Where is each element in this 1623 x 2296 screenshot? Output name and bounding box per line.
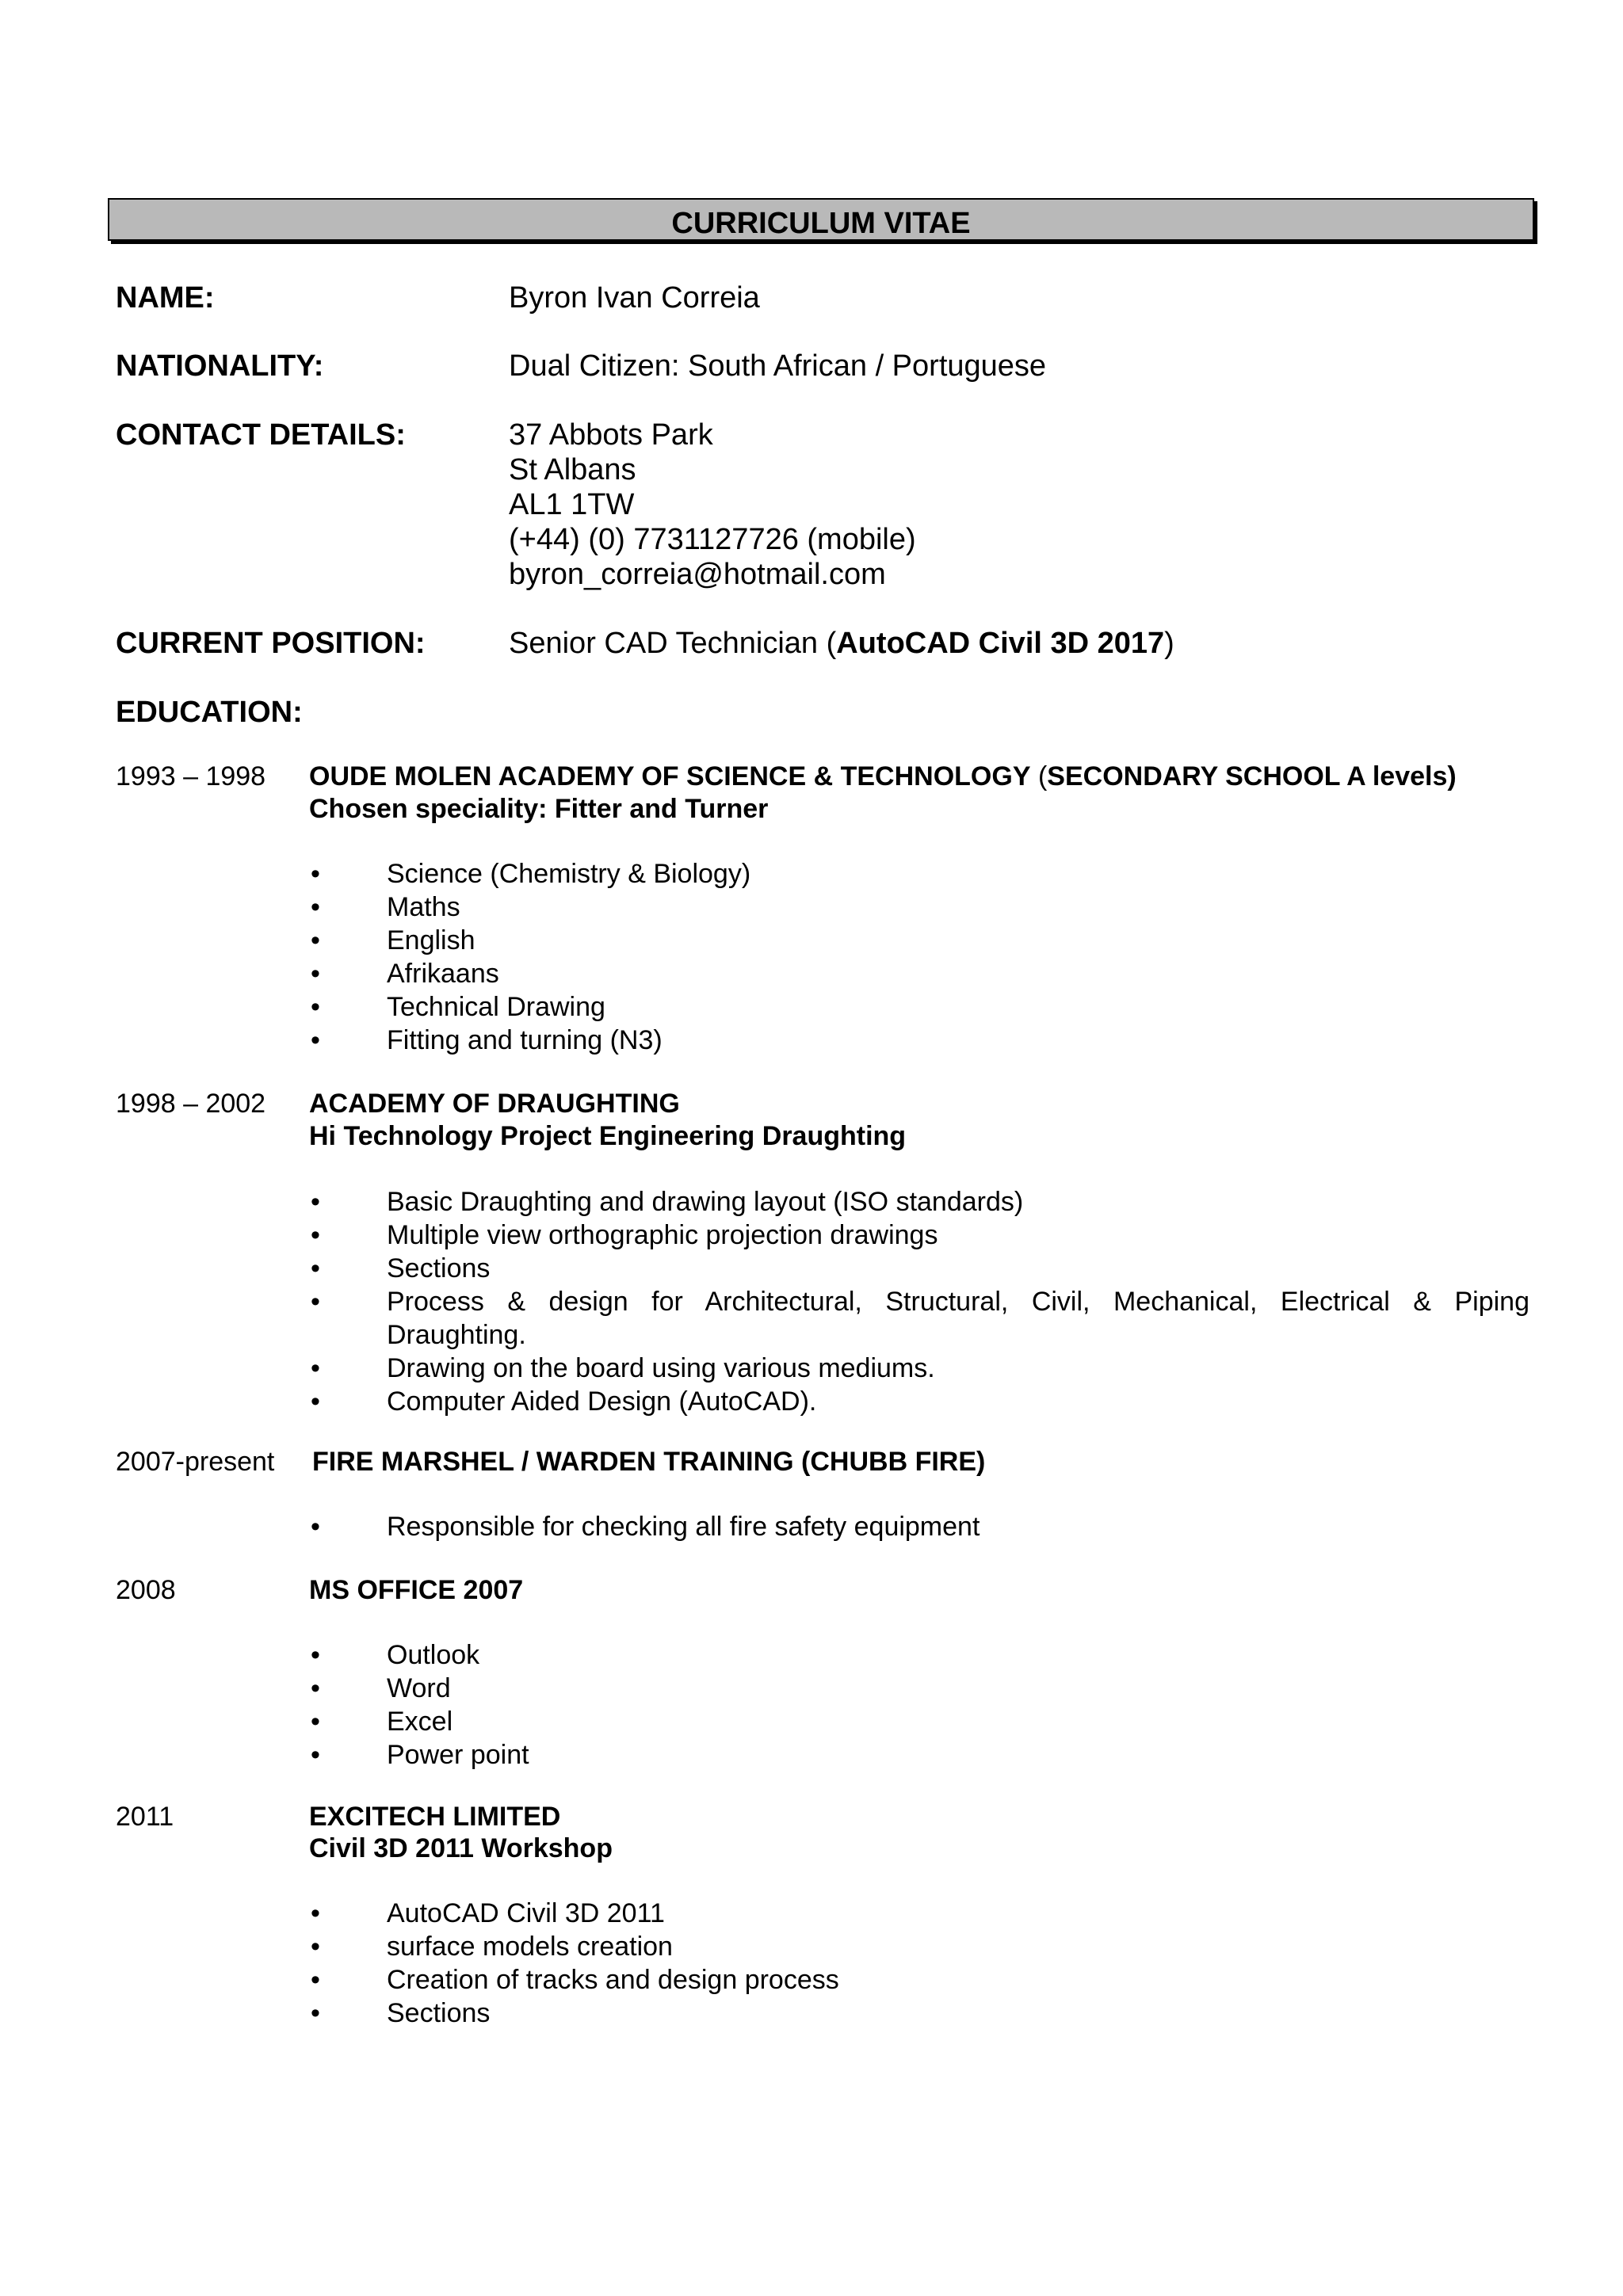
list-item: • Drawing on the board using various mediums. bbox=[309, 1352, 1529, 1385]
list-item: • Multiple view orthographic projection drawings bbox=[309, 1219, 1529, 1252]
name-label: NAME: bbox=[116, 281, 215, 315]
list-item: • Technical Drawing bbox=[309, 990, 1529, 1024]
education-institution bbox=[309, 761, 1457, 792]
name-value: Byron Ivan Correia bbox=[509, 281, 760, 315]
list-item: • Creation of tracks and design process bbox=[309, 1963, 1529, 1997]
education-institution: MS OFFICE 2007 bbox=[309, 1575, 524, 1605]
education-item-list bbox=[309, 1510, 1529, 1543]
list-item: • AutoCAD Civil 3D 2011 bbox=[309, 1897, 1529, 1930]
contact-details bbox=[509, 418, 916, 592]
list-item: • Maths bbox=[309, 891, 1529, 924]
list-item: • Computer Aided Design (AutoCAD). bbox=[309, 1385, 1529, 1418]
position-suffix: ) bbox=[1164, 627, 1174, 660]
list-item: • Process & design for Architectural, Structural, Civil, Mechanical, Electrical & Piping bbox=[309, 1285, 1529, 1318]
institution-qualification: SECONDARY SCHOOL A levels) bbox=[1047, 761, 1457, 791]
education-item-list bbox=[309, 857, 1529, 1057]
cv-title-bar bbox=[108, 198, 1534, 241]
list-item: • English bbox=[309, 924, 1529, 957]
education-subtitle: Hi Technology Project Engineering Draughting bbox=[309, 1121, 907, 1151]
education-subtitle: Chosen speciality: Fitter and Turner bbox=[309, 794, 769, 824]
position-software: AutoCAD Civil 3D 2017 bbox=[836, 627, 1165, 660]
education-subtitle: Civil 3D 2011 Workshop bbox=[309, 1833, 613, 1863]
education-item-list bbox=[309, 1185, 1529, 1418]
education-institution: ACADEMY OF DRAUGHTING bbox=[309, 1089, 680, 1119]
education-years: 1998 – 2002 bbox=[116, 1089, 266, 1119]
education-item-list bbox=[309, 1638, 1529, 1772]
contact-city-line: St Albans bbox=[509, 453, 636, 486]
position-value bbox=[509, 626, 1174, 661]
contact-label: CONTACT DETAILS: bbox=[116, 418, 406, 452]
contact-email-line[interactable]: byron_correia@hotmail.com bbox=[509, 558, 886, 591]
contact-address-line: 37 Abbots Park bbox=[509, 418, 713, 452]
list-item: • surface models creation bbox=[309, 1930, 1529, 1963]
list-item: • Sections bbox=[309, 1997, 1529, 2030]
list-item: • Science (Chemistry & Biology) bbox=[309, 857, 1529, 891]
institution-name: OUDE MOLEN ACADEMY OF SCIENCE & TECHNOLOGY bbox=[309, 761, 1031, 791]
list-item: • Responsible for checking all fire safety equipment bbox=[309, 1510, 1529, 1543]
list-item: • Basic Draughting and drawing layout (ISO standards) bbox=[309, 1185, 1529, 1219]
education-institution: FIRE MARSHEL / WARDEN TRAINING (CHUBB FIRE) bbox=[312, 1447, 986, 1477]
nationality-label: NATIONALITY: bbox=[116, 349, 324, 383]
nationality-value: Dual Citizen: South African / Portuguese bbox=[509, 349, 1047, 383]
education-label: EDUCATION: bbox=[116, 696, 303, 729]
cv-title: CURRICULUM VITAE bbox=[671, 207, 971, 240]
education-years: 2007-present bbox=[116, 1447, 275, 1477]
education-institution: EXCITECH LIMITED bbox=[309, 1802, 561, 1832]
contact-postcode-line: AL1 1TW bbox=[509, 488, 635, 521]
list-item: • Power point bbox=[309, 1738, 1529, 1772]
education-years: 2008 bbox=[116, 1575, 176, 1605]
institution-paren: ( bbox=[1030, 761, 1048, 791]
list-item: • Word bbox=[309, 1672, 1529, 1705]
position-prefix: Senior CAD Technician ( bbox=[509, 627, 837, 660]
list-item: • Sections bbox=[309, 1252, 1529, 1285]
contact-phone-line: (+44) (0) 7731127726 (mobile) bbox=[509, 523, 916, 556]
education-years: 2011 bbox=[116, 1802, 174, 1832]
education-item-list bbox=[309, 1897, 1529, 2030]
list-item-continuation: Draughting. bbox=[387, 1320, 526, 1350]
list-item: • Afrikaans bbox=[309, 957, 1529, 990]
list-item: • Outlook bbox=[309, 1638, 1529, 1672]
list-item: • Fitting and turning (N3) bbox=[309, 1024, 1529, 1057]
education-years: 1993 – 1998 bbox=[116, 761, 266, 791]
position-label: CURRENT POSITION: bbox=[116, 627, 426, 660]
list-item: • Excel bbox=[309, 1705, 1529, 1738]
